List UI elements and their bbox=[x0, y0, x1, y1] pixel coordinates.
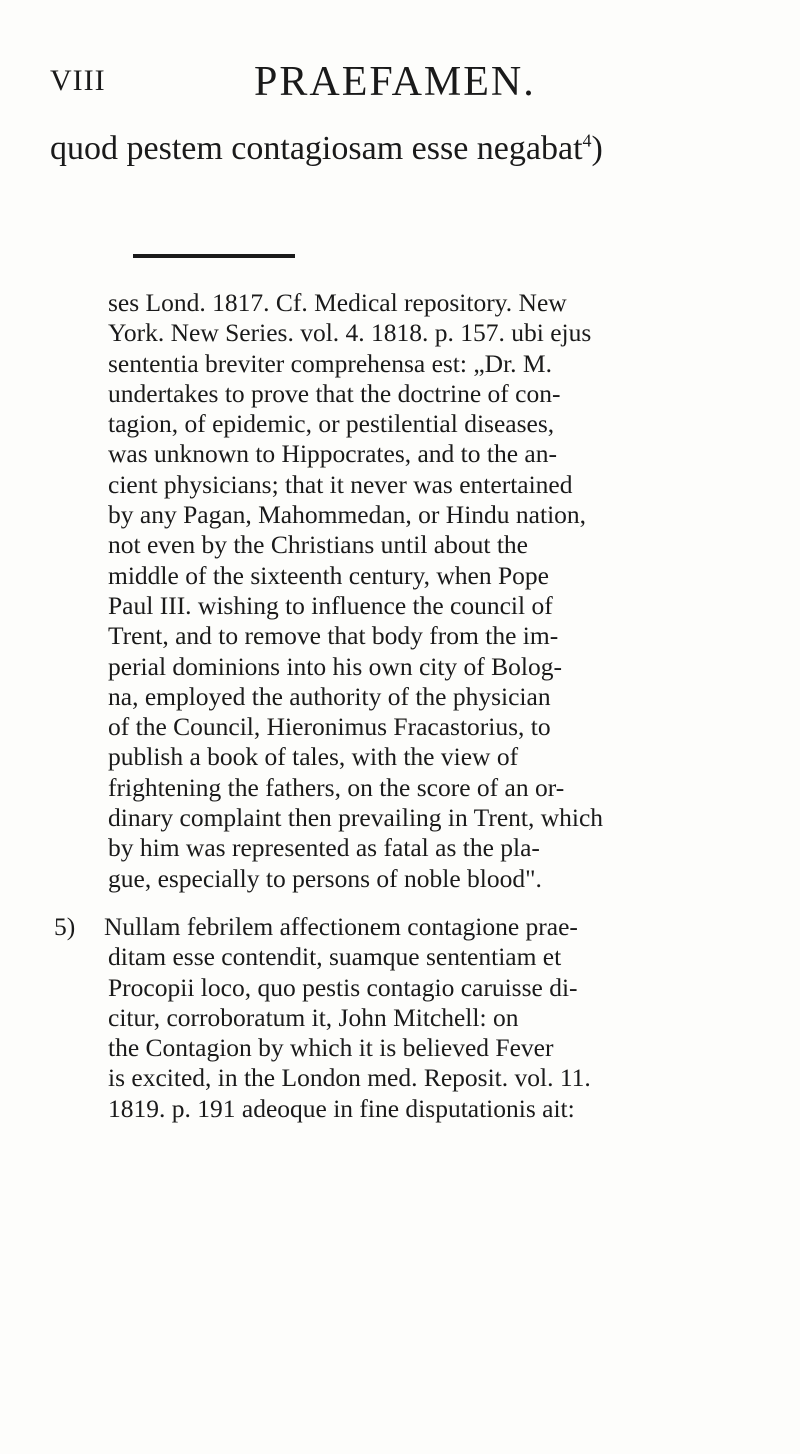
footnote-line: perial dominions into his own city of Bolog- bbox=[108, 651, 563, 681]
footnote-line: by him was represented as fatal as the pla- bbox=[108, 833, 540, 863]
footnote-line: Paul III. wishing to influence the council of bbox=[108, 590, 553, 620]
footnote-text: Nullam febrilem affectionem contagione prae- bbox=[104, 911, 578, 941]
main-text-line: quod pestem contagiosam esse negabat$^4$) bbox=[50, 130, 603, 167]
footnote-line: tagion, of epidemic, or pestilential diseases, bbox=[108, 409, 555, 439]
footnote-line: not even by the Christians until about the bbox=[108, 530, 528, 560]
footnote-reference: 4 bbox=[582, 130, 592, 151]
footnote-line: publish a book of tales, with the view of bbox=[108, 742, 519, 772]
footnote-4-continued bbox=[54, 288, 774, 894]
footnote-line: ses Lond. 1817. Cf. Medical repository. New bbox=[108, 288, 567, 317]
footnote-separator bbox=[133, 254, 295, 258]
running-head bbox=[50, 58, 750, 108]
footnote-line: was unknown to Hippocrates, and to the an- bbox=[108, 439, 557, 469]
footnote-line: the Contagion by which it is believed Fever bbox=[108, 1033, 554, 1063]
running-title: PRAEFAMEN. bbox=[254, 59, 536, 105]
footnote-line: of the Council, Hieronimus Fracastorius, to bbox=[108, 712, 551, 742]
footnote-line: gue, especially to persons of noble blood". bbox=[108, 863, 542, 893]
footnote-line: is excited, in the London med. Reposit. vol. 11. bbox=[108, 1063, 591, 1093]
main-text: quod pestem contagiosam esse negabat bbox=[50, 130, 583, 167]
footnote-number: 5) bbox=[54, 911, 76, 941]
footnote-line: dinary complaint then prevailing in Trent, which bbox=[108, 803, 604, 833]
footnotes bbox=[54, 288, 774, 1124]
footnote-line: cient physicians; that it never was entertained bbox=[108, 469, 573, 499]
footnote-line: middle of the sixteenth century, when Pope bbox=[108, 560, 549, 590]
footnote-line: Procopii loco, quo pestis contagio caruisse di- bbox=[108, 972, 578, 1002]
footnote-5 bbox=[54, 912, 774, 1124]
footnote-line: ditam esse contendit, suamque sententiam et bbox=[108, 942, 562, 972]
footnote-line: citur, corroboratum it, John Mitchell: on bbox=[108, 1002, 519, 1032]
footnote-line: by any Pagan, Mahommedan, or Hindu nation, bbox=[108, 500, 587, 530]
footnote-line: sententia breviter comprehensa est: „Dr. M. bbox=[108, 348, 552, 378]
footnote-line: Trent, and to remove that body from the im- bbox=[108, 621, 559, 651]
footnote-line: frightening the fathers, on the score of an or- bbox=[108, 772, 565, 802]
footnote-line bbox=[54, 912, 774, 942]
page-number: VIII bbox=[50, 64, 106, 97]
footnote-line: na, employed the authority of the physician bbox=[108, 681, 551, 711]
footnote-line: York. New Series. vol. 4. 1818. p. 157. ubi ejus bbox=[108, 318, 592, 348]
footnote-line: 1819. p. 191 adeoque in fine disputationis ait: bbox=[108, 1093, 575, 1123]
footnote-line: undertakes to prove that the doctrine of con- bbox=[108, 378, 561, 408]
